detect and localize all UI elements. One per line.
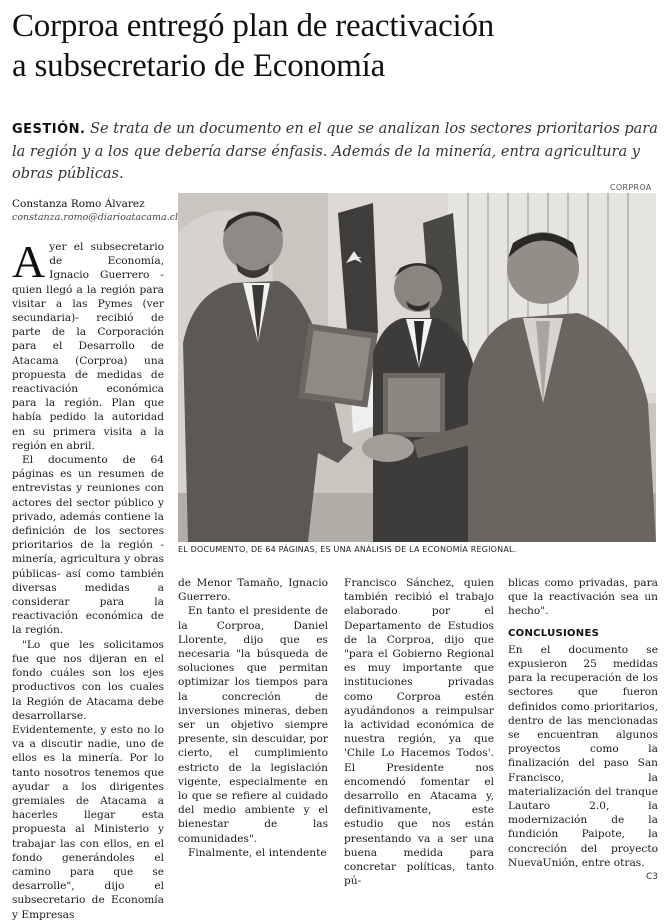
col4-paragraph-2: En el documento se expusieron 25 medidas para la recuperación de los sectores que fueron definidos como prioritarios, dentro de las mencionadas se encuentran algunos proyectos como la finalización del paso San Francisco, la materialización del tranque Lautaro 2.0, la modernización de la fundición Paipote, la concreción del proyecto NuevaUnión, entre otras. [508,643,658,869]
byline [12,197,179,225]
lead-text: Se trata de un documento en el que se analizan los sectores prioritarios para la región y a los que debería darse énfasis. Además de la minería, entra agricultura y obras públicas. [12,121,658,182]
news-photo [178,193,656,542]
col2-paragraph-1: de Menor Tamaño, Ignacio Guerrero. [178,577,328,604]
headline [12,6,660,86]
author-name: Constanza Romo Álvarez [12,198,145,210]
col4-paragraph-1: blicas como privadas, para que la reactivación sea un hecho". [508,577,658,618]
col1-paragraph-2: El documento de 64 páginas es un resumen de entrevistas y reuniones con actores del sector público y privado, además contiene la definición de los sectores prioritarios de la región -minería, agricultura y obras públicas- así como también diversas medidas a considerar para la reactivación económica de la región. [12,454,164,637]
section-subhead: CONCLUSIONES [508,627,600,639]
col1-paragraph-3: "Lo que les solicitamos fue que nos dijeran en el fondo cuáles son los ejes productivos con los cuales la Región de Atacama debe desarrollarse. Evidentemente, y esto no lo va a discutir nadie, uno de ellos es la minería. Por lo tanto nosotros tenemos que ayudar a los dirigentes gremiales de Atacama a hacerles llegar esta propuesta al Ministerio y trabajar las con ellos, en el fondo generándoles el camino para que se desarrolle", dijo el subsecretario de Economía y Empresas [12,638,164,921]
section-tag: GESTIÓN. [12,122,86,137]
end-mark: C3 [645,872,658,883]
article-column-1 [12,236,164,922]
author-email: constanza.romo@diarioatacama.cl [12,212,179,223]
photo-caption: EL DOCUMENTO, DE 64 PÁGINAS, ES UNA ANÁLISIS DE LA ECONOMÍA REGIONAL. [178,545,517,554]
photo-credit: CORPROA [610,183,652,192]
headline-line-2: a subsecretario de Economía [12,48,386,84]
col2-paragraph-3: Finalmente, el intendente [188,846,327,859]
col2-paragraph-2: En tanto el presidente de la Corproa, Daniel Llorente, dijo que es necesaria "la búsqueda de soluciones que permitan optimizar los tiempos para la concreción de inversiones mineras, deben ser un objetivo siempre presente, sin descuidar, por cierto, el cumplimiento estricto de la legislación vigente, especialmente en lo que se refiere al cuidado del medio ambiente y el bienestar de las comunidades". [178,605,328,845]
headline-line-1: Corproa entregó plan de reactivación [12,8,495,44]
drop-cap: A [12,236,46,287]
col1-paragraph-1: yer el subsecretario de Economía, Ignacio Guerrero -quien llegó a la región para visitar a las Pymes (ver secundaria)- recibió de parte de la Corporación para el Desarrollo de Atacama (Corproa) una propuesta de medidas de reactivación económica para la región. Plan que había pedido la autoridad en su primera visita a la región en abril. [12,241,164,452]
article-column-2 [178,576,328,860]
article-column-4 [508,576,658,884]
col3-paragraph-1: Francisco Sánchez, quien también recibió el trabajo elaborado por el Departamento de Estudios de la Corproa, dijo que "para el Gobierno Regional es muy importante que instituciones privadas como Corproa estén ayudándonos a reimpulsar la actividad económica de nuestra región, ya que 'Chile Lo Hacemos Todos'. El Presidente nos encomendó fomentar el desarrollo en Atacama y, definitivamente, este estudio que nos están presentando va a ser una buena medida para concretar políticas, tanto pú- [344,577,494,888]
lead-summary [12,118,660,185]
article-column-3 [344,576,494,888]
